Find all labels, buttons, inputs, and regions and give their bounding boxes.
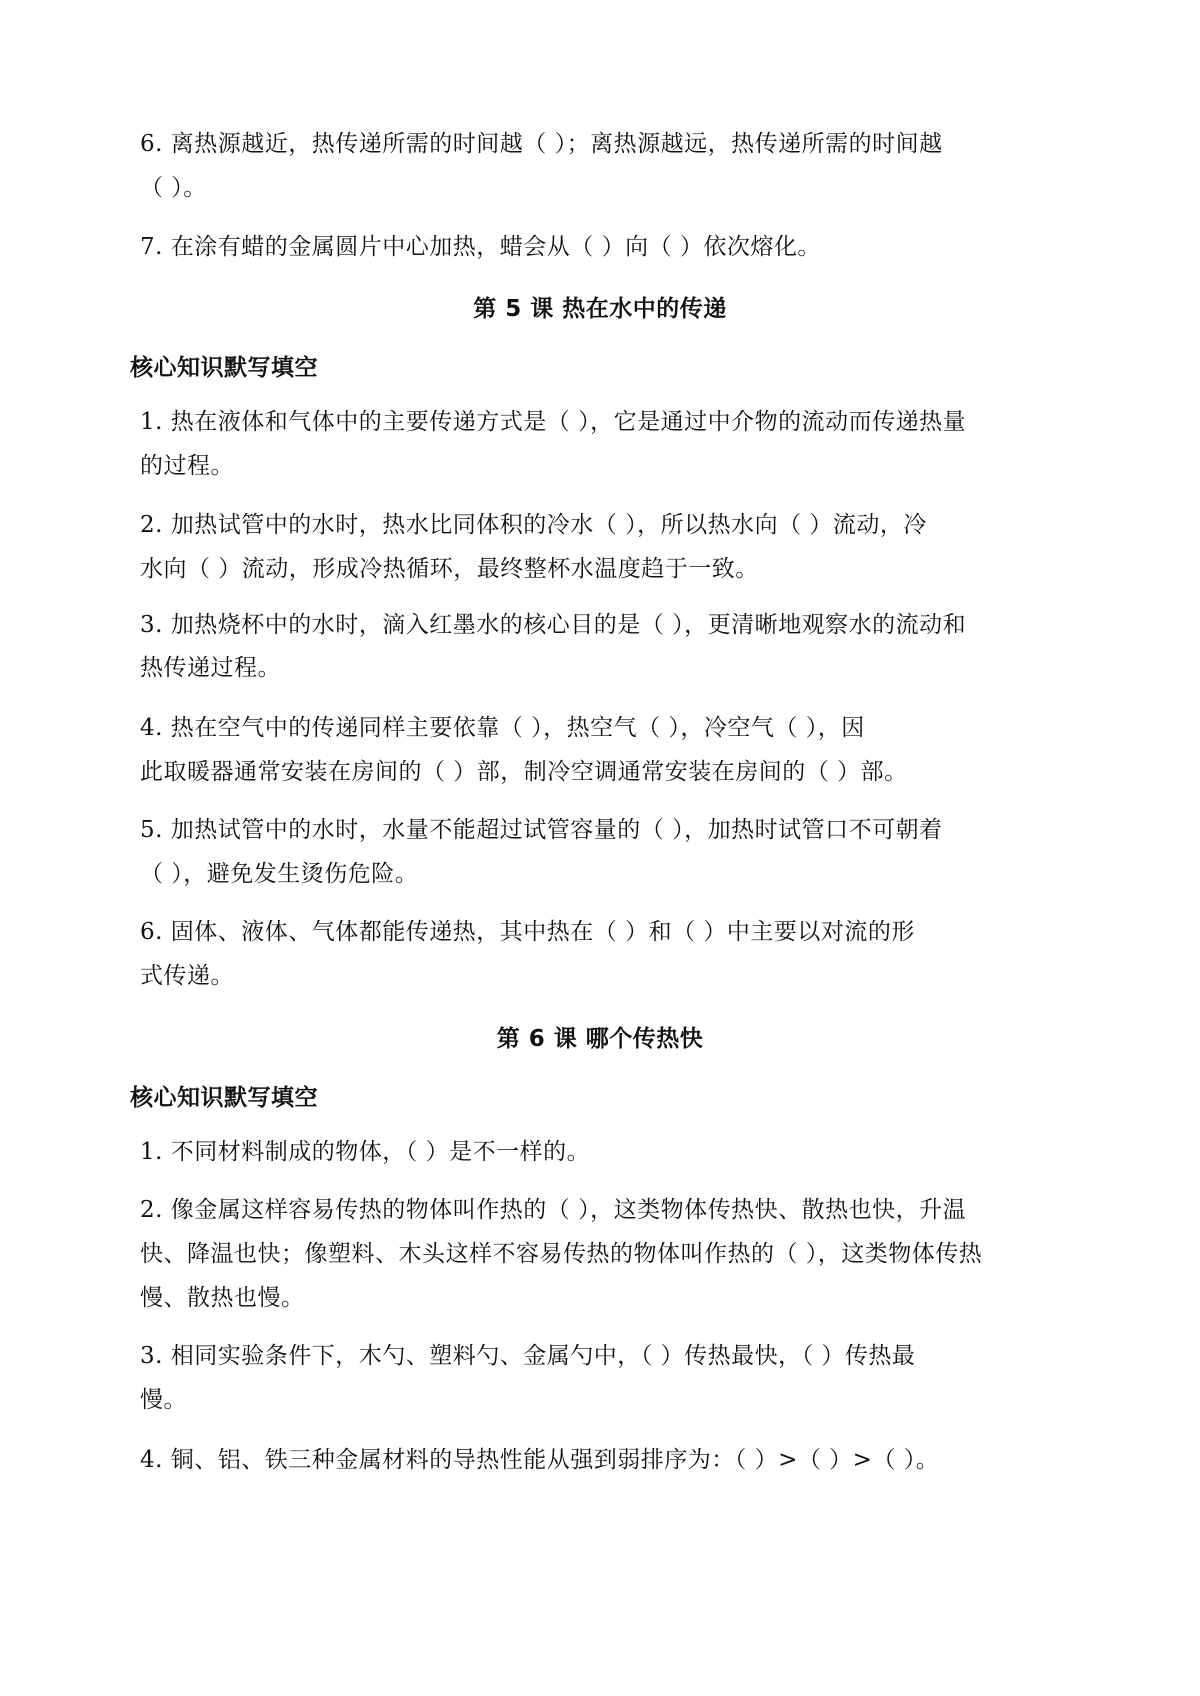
question-line: 6. 离热源越近，热传递所需的时间越（ ）；离热源越远，热传递所需的时间越 xyxy=(140,131,943,157)
question-line: 慢、散热也慢。 xyxy=(140,1285,305,1311)
question-line: 4. 热在空气中的传递同样主要依靠（ ），热空气（ ），冷空气（ ），因 xyxy=(140,715,865,741)
question-line: 3. 加热烧杯中的水时，滴入红墨水的核心目的是（ ），更清晰地观察水的流动和 xyxy=(140,612,967,638)
question-line: 慢。 xyxy=(140,1387,187,1413)
question-line: 6. 固体、液体、气体都能传递热，其中热在（ ）和（ ）中主要以对流的形 xyxy=(140,919,915,945)
question-line: 此取暖器通常安装在房间的（ ）部，制冷空调通常安装在房间的（ ）部。 xyxy=(140,759,908,785)
question-line: （ ），避免发生烫伤危险。 xyxy=(140,861,419,887)
question-line: 4. 铜、铝、铁三种金属材料的导热性能从强到弱排序为：（ ）>（ ）>（ ）。 xyxy=(140,1447,940,1473)
question-line: 水向（ ）流动，形成冷热循环，最终整杯水温度趋于一致。 xyxy=(140,556,759,582)
question-line: 1. 热在液体和气体中的主要传递方式是（ ），它是通过中介物的流动而传递热量 xyxy=(140,409,967,435)
question-line: 2. 像金属这样容易传热的物体叫作热的（ ），这类物体传热快、散热也快，升温 xyxy=(140,1197,967,1223)
lesson-6-subheading: 核心知识默写填空 xyxy=(130,1085,318,1111)
lesson-6-title: 第 6 课 哪个传热快 xyxy=(496,1026,704,1052)
lesson-5-title: 第 5 课 热在水中的传递 xyxy=(473,296,727,322)
question-line: 7. 在涂有蜡的金属圆片中心加热，蜡会从（ ）向（ ）依次熔化。 xyxy=(140,234,821,260)
question-line: 2. 加热试管中的水时，热水比同体积的冷水（ ），所以热水向（ ）流动，冷 xyxy=(140,512,927,538)
question-line: 5. 加热试管中的水时，水量不能超过试管容量的（ ），加热时试管口不可朝着 xyxy=(140,817,943,843)
question-line: 1. 不同材料制成的物体，（ ）是不一样的。 xyxy=(140,1139,591,1165)
question-line: 式传递。 xyxy=(140,963,234,989)
question-line: 快、降温也快；像塑料、木头这样不容易传热的物体叫作热的（ ），这类物体传热 xyxy=(140,1241,983,1267)
question-line: 热传递过程。 xyxy=(140,655,281,681)
lesson-5-subheading: 核心知识默写填空 xyxy=(130,355,318,381)
question-line: （ ）。 xyxy=(140,175,207,201)
question-line: 的过程。 xyxy=(140,453,234,479)
question-line: 3. 相同实验条件下，木勺、塑料勺、金属勺中，（ ）传热最快，（ ）传热最 xyxy=(140,1343,916,1369)
